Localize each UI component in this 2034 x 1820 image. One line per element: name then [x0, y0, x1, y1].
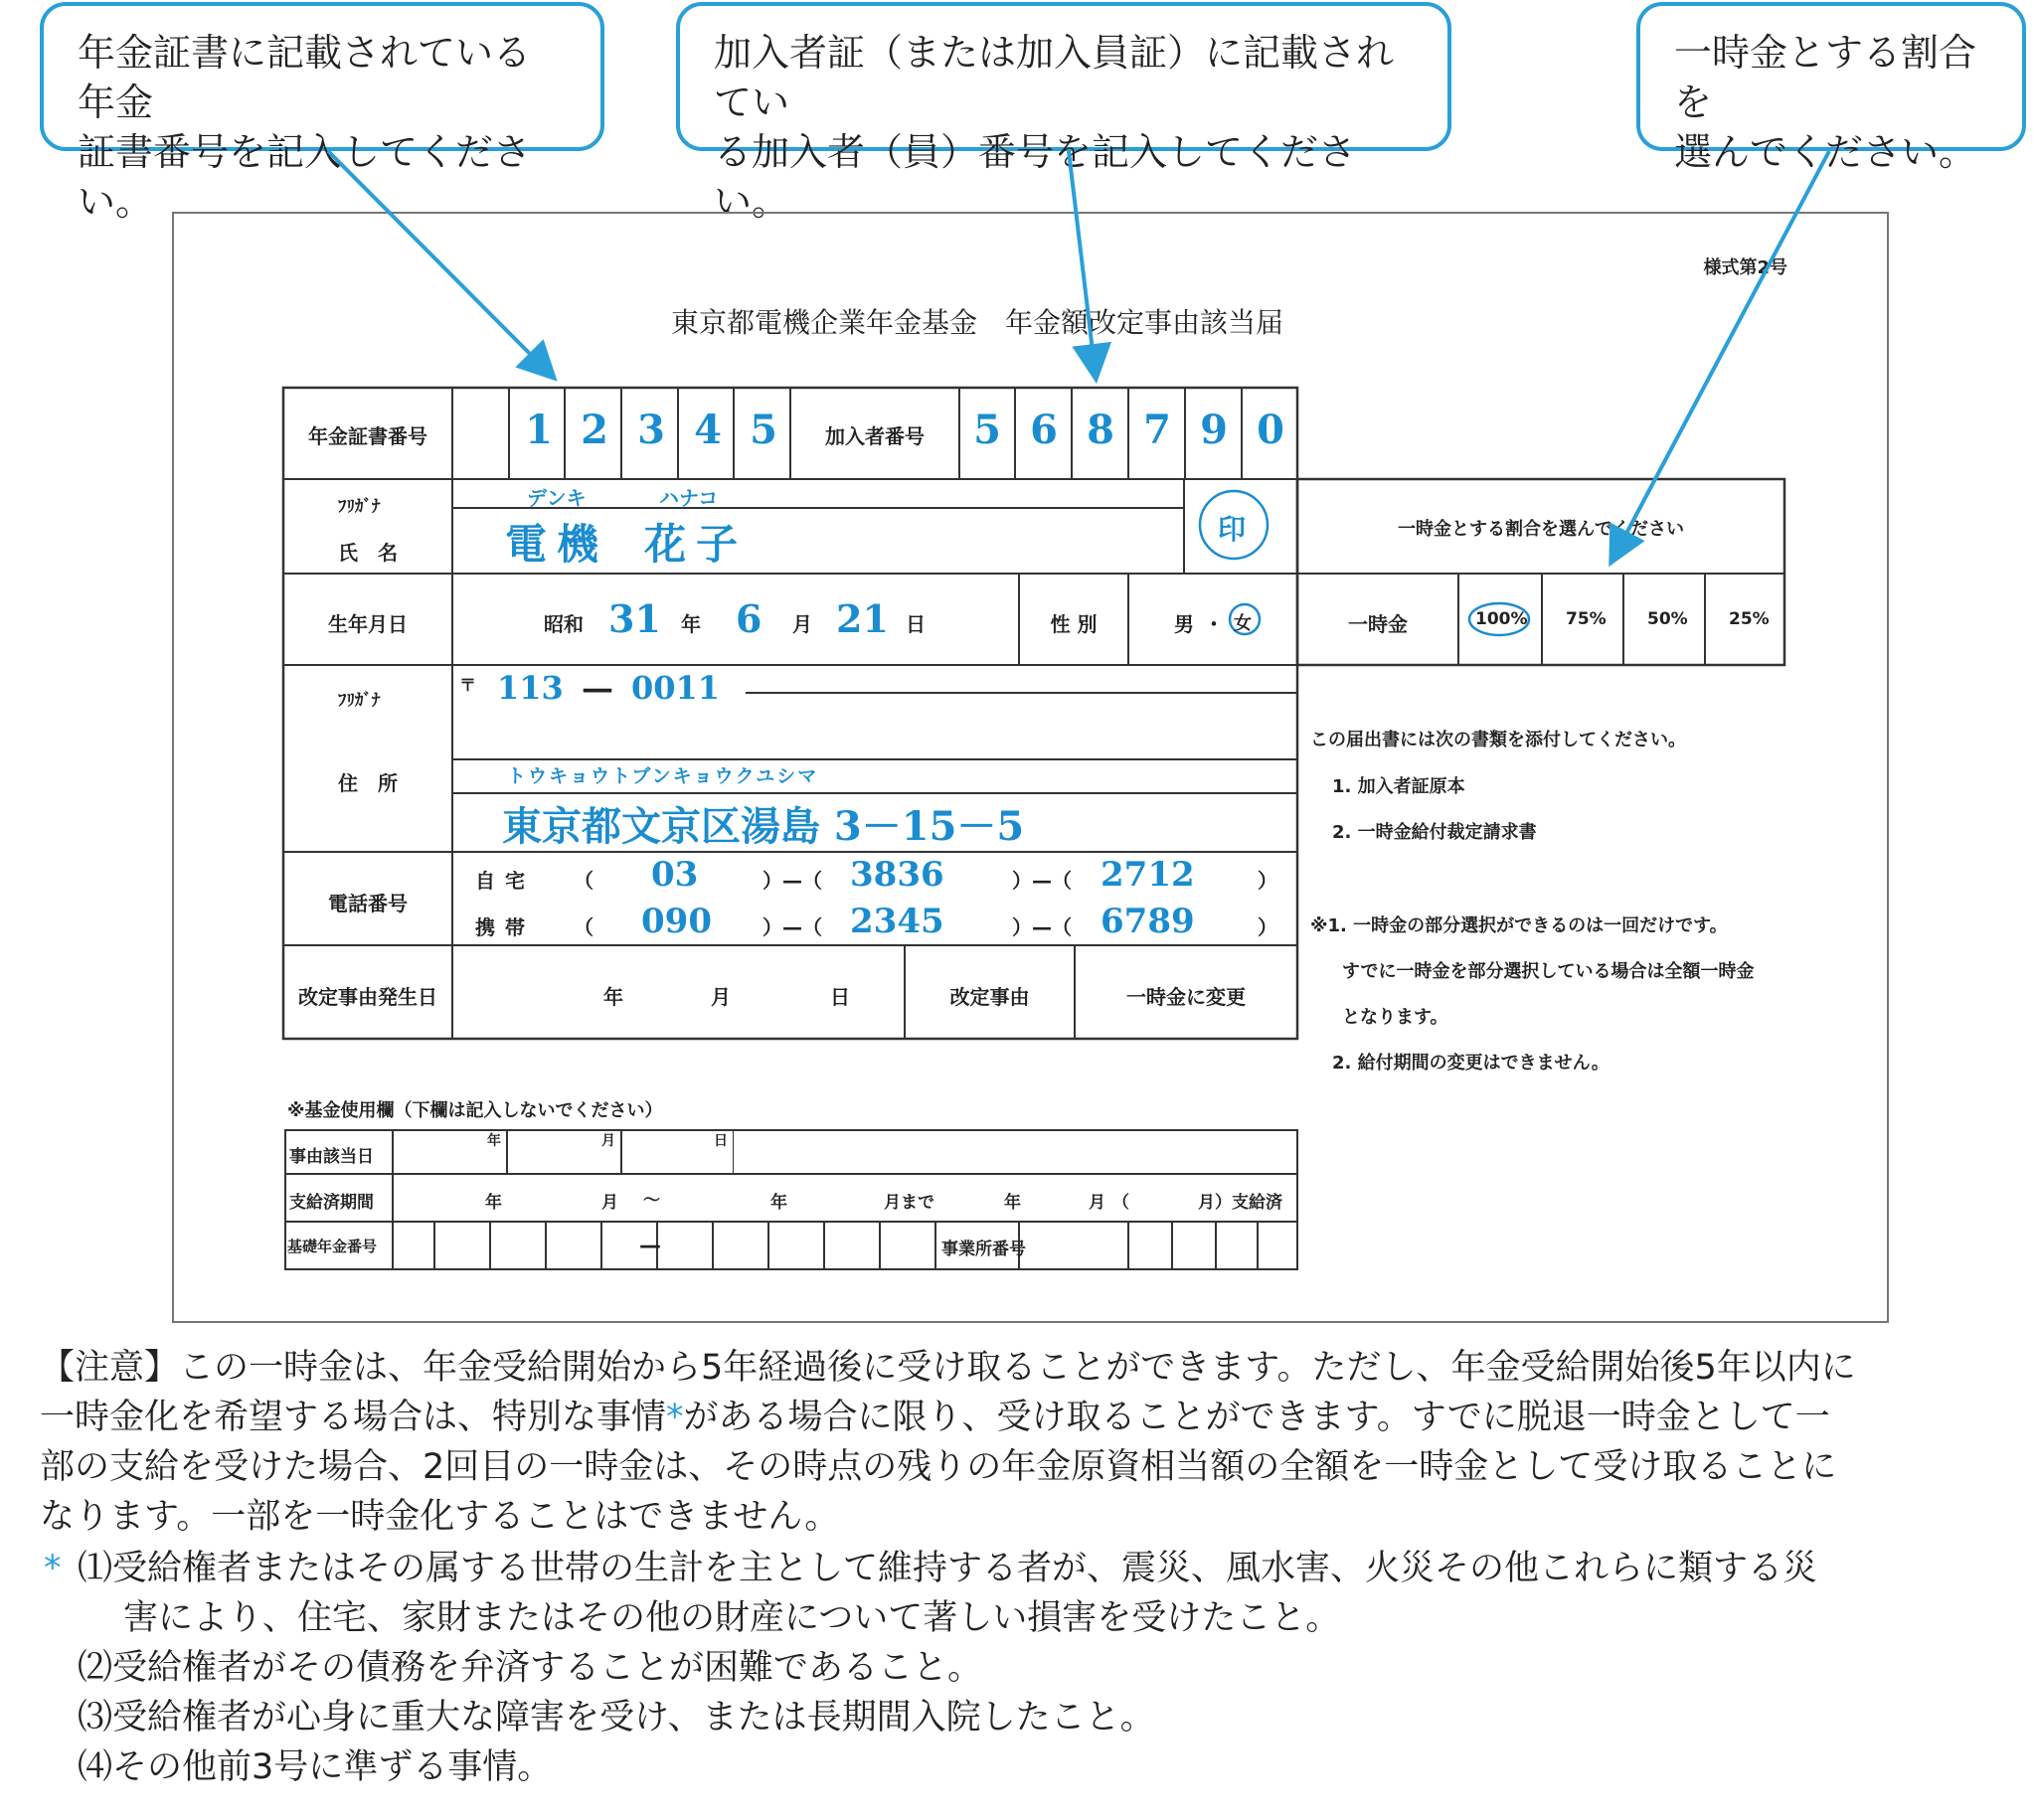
- cert-digit: 5: [750, 407, 777, 453]
- birth-month: 6: [736, 596, 763, 641]
- mobile-phone-3: 6789: [1101, 902, 1195, 941]
- paren: ）: [1258, 915, 1277, 939]
- callout-text: 証書番号を記入してください。: [78, 130, 532, 224]
- notice-item: ⑶受給権者が心身に重大な障害を受け、または長期間入院したこと。: [78, 1698, 1155, 1737]
- reason-date-label: 改定事由発生日: [298, 985, 437, 1009]
- member-digit: 9: [1200, 407, 1228, 453]
- mobile-phone-label: 携帯: [475, 915, 535, 939]
- notice-text: がある場合に限り、受け取ることができます。すでに脱退一時金として一: [683, 1398, 1830, 1437]
- event-date-label: 事由該当日: [289, 1147, 374, 1167]
- asterisk-mark: *: [44, 1549, 62, 1588]
- fund-use-label: ※基金使用欄（下欄は記入しないでください）: [287, 1100, 663, 1121]
- paren: （: [574, 915, 593, 939]
- postal-code-1: 113: [497, 669, 564, 707]
- month-unit: 月: [601, 1133, 615, 1149]
- notice-item: ⑴受給権者またはその属する世帯の生計を主として維持する者が、震災、風水害、火災その他これらに類する災: [78, 1549, 1818, 1588]
- year-unit: 年: [681, 612, 701, 636]
- seal-mark: 印: [1218, 513, 1247, 546]
- day-unit: 日: [714, 1133, 728, 1149]
- dash: —: [639, 1234, 661, 1258]
- attach-intro: この届出書には次の書類を添付してください。: [1310, 730, 1686, 750]
- year-unit: 年: [485, 1193, 502, 1213]
- form-title: 東京都電機企業年金基金 年金額改定事由該当届: [671, 306, 1284, 339]
- sex-male: 男: [1174, 612, 1194, 636]
- ratio-option-75[interactable]: 75%: [1566, 609, 1607, 629]
- reason-value: 一時金に変更: [1126, 985, 1246, 1009]
- cert-digit: 2: [581, 407, 608, 453]
- postal-dash: —: [582, 669, 613, 707]
- callout-text: 年金証書に記載されている年金: [78, 31, 532, 124]
- until-month: 月まで: [884, 1193, 934, 1213]
- callout-text: 一時金とする割合を: [1674, 31, 1977, 124]
- address-label: 住 所: [338, 771, 398, 795]
- month-unit: 月: [1089, 1193, 1105, 1213]
- basic-pension-no-label: 基礎年金番号: [287, 1238, 378, 1255]
- reason-label: 改定事由: [949, 985, 1030, 1009]
- paren: ）—（: [763, 915, 822, 939]
- name-kana-last: デンキ: [527, 486, 587, 510]
- notice-line: なります。一部を一時金化することはできません。: [40, 1497, 840, 1537]
- ratio-option-100[interactable]: 100%: [1475, 609, 1528, 629]
- callout-text: 加入者証（または加入員証）に記載されてい: [714, 31, 1395, 124]
- ratio-option-25[interactable]: 25%: [1729, 609, 1770, 629]
- mobile-phone-1: 090: [641, 902, 712, 941]
- paren: ）—（: [1012, 869, 1072, 893]
- name-label: 氏 名: [338, 541, 398, 565]
- day-unit: 日: [830, 985, 850, 1009]
- notice-line: [40, 1393, 1830, 1442]
- year-unit: 年: [487, 1133, 501, 1149]
- tilde: ～: [643, 1191, 660, 1211]
- style-number: 様式第2号: [1703, 257, 1787, 278]
- ratio-option-50[interactable]: 50%: [1647, 609, 1688, 629]
- office-no-label: 事業所番号: [941, 1240, 1026, 1259]
- postal-code-2: 0011: [631, 669, 721, 707]
- paren: ）: [1258, 869, 1277, 893]
- postal-mark: 〒: [459, 676, 476, 696]
- member-digit: 8: [1087, 407, 1114, 453]
- member-digit: 6: [1030, 407, 1058, 453]
- home-phone-1: 03: [651, 855, 699, 895]
- home-phone-label: 自宅: [475, 869, 535, 893]
- name-first: 花子: [644, 520, 749, 569]
- member-number-label: 加入者番号: [825, 424, 925, 448]
- birth-year: 31: [608, 596, 661, 641]
- note-line: ※1. 一時金の部分選択ができるのは一回だけです。: [1310, 915, 1728, 936]
- cert-number-label: 年金証書番号: [308, 424, 427, 448]
- notice-item: 害により、住宅、家財またはその他の財産について著しい損害を受けたこと。: [123, 1598, 1341, 1638]
- month-unit: 月: [601, 1193, 618, 1213]
- sex-dot: ・: [1204, 612, 1224, 636]
- paid-suffix: 月）支給済: [1198, 1193, 1282, 1213]
- sex-label: 性 別: [1050, 612, 1098, 636]
- member-digit: 7: [1143, 407, 1171, 453]
- attach-item: 2. 一時金給付裁定請求書: [1332, 822, 1537, 843]
- phone-label: 電話番号: [328, 892, 408, 915]
- paren: （: [1112, 1193, 1129, 1213]
- cert-digit: 4: [694, 407, 722, 453]
- asterisk-mark: *: [666, 1398, 684, 1437]
- member-digit: 0: [1257, 407, 1284, 453]
- member-digit: 5: [973, 407, 1001, 453]
- year-unit: 年: [603, 985, 623, 1009]
- name-kana-first: ハナコ: [659, 486, 719, 510]
- paren: ）—（: [1012, 915, 1072, 939]
- birth-label: 生年月日: [328, 612, 408, 636]
- notice-text: 一時金化を希望する場合は、特別な事情: [40, 1398, 667, 1437]
- callout-text: 選んでください。: [1674, 130, 1977, 174]
- notice-line: 【注意】この一時金は、年金受給開始から5年経過後に受け取ることができます。ただし、年金受給開始後5年以内に: [40, 1348, 1856, 1388]
- name-last: 電機: [505, 520, 609, 569]
- address: 東京都文京区湯島 3－15－5: [502, 803, 1025, 850]
- addr-furigana-label: ﾌﾘｶﾞﾅ: [338, 691, 381, 711]
- notice-item: ⑵受給権者がその債務を弁済することが困難であること。: [78, 1648, 983, 1688]
- home-phone-2: 3836: [850, 855, 944, 895]
- day-unit: 日: [906, 612, 926, 636]
- paren: ）—（: [763, 869, 822, 893]
- era-label: 昭和: [544, 612, 584, 636]
- note-line: すでに一時金を部分選択している場合は全額一時金: [1342, 961, 1755, 982]
- ratio-row-label: 一時金: [1348, 612, 1408, 636]
- paid-period-label: 支給済期間: [289, 1193, 374, 1213]
- year-unit: 年: [770, 1193, 787, 1213]
- paren: （: [574, 869, 593, 893]
- note-line: となります。: [1342, 1007, 1448, 1028]
- notice-item: ⑷その他前3号に準ずる事情。: [78, 1747, 553, 1787]
- ratio-header: 一時金とする割合を選んでください: [1398, 519, 1684, 540]
- note-line: 2. 給付期間の変更はできません。: [1332, 1053, 1610, 1074]
- notice-line: 部の支給を受けた場合、2回目の一時金は、その時点の残りの年金原資相当額の全額を一時金として受け取ることに: [40, 1447, 1837, 1487]
- attach-item: 1. 加入者証原本: [1332, 776, 1465, 797]
- cert-digit: 3: [637, 407, 665, 453]
- month-unit: 月: [711, 985, 731, 1009]
- birth-day: 21: [836, 596, 889, 641]
- callout-text: る加入者（員）番号を記入してください。: [714, 130, 1357, 224]
- furigana-label: ﾌﾘｶﾞﾅ: [338, 497, 381, 517]
- address-kana: トウキョウトブンキョウクユシマ: [507, 765, 819, 787]
- sex-female: 女: [1234, 613, 1252, 634]
- year-unit: 年: [1004, 1193, 1021, 1213]
- mobile-phone-2: 2345: [850, 902, 944, 941]
- home-phone-3: 2712: [1101, 855, 1195, 895]
- cert-digit: 1: [525, 407, 553, 453]
- month-unit: 月: [792, 612, 812, 636]
